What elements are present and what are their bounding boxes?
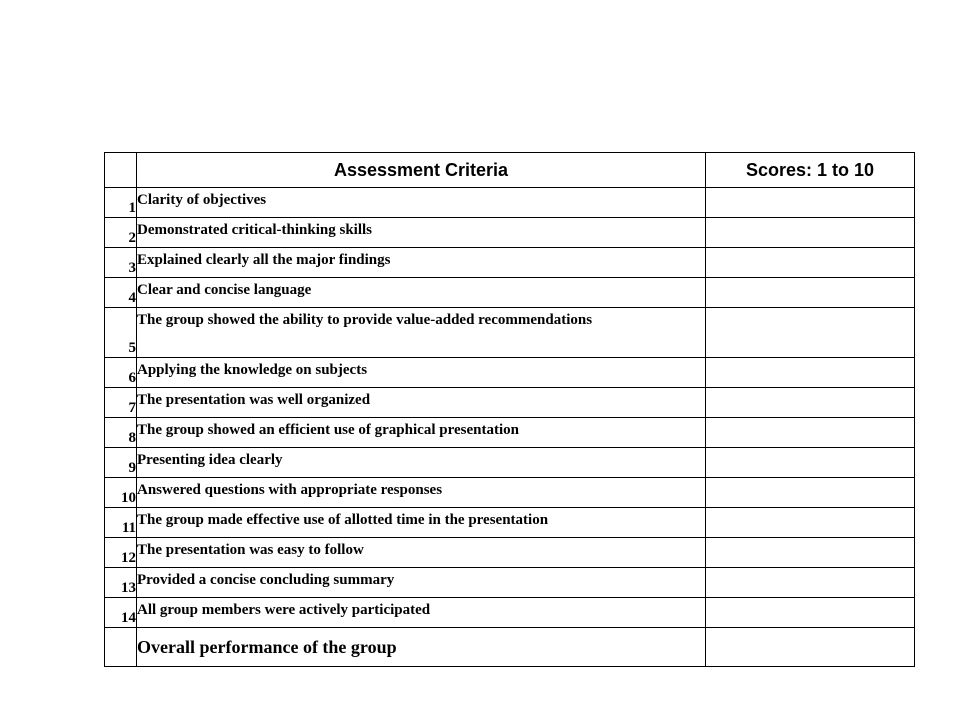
row-number: 8 (105, 418, 137, 448)
row-number: 7 (105, 388, 137, 418)
table-header-row (105, 153, 915, 188)
table-row (105, 508, 915, 538)
row-number (105, 628, 137, 667)
score-cell[interactable] (706, 218, 915, 248)
score-cell[interactable] (706, 508, 915, 538)
criterion-text: Provided a concise concluding summary (137, 568, 706, 598)
row-number: 14 (105, 598, 137, 628)
score-cell[interactable] (706, 188, 915, 218)
row-number: 3 (105, 248, 137, 278)
score-cell[interactable] (706, 248, 915, 278)
criterion-text: Clear and concise language (137, 278, 706, 308)
table-row (105, 188, 915, 218)
header-scores: Scores: 1 to 10 (706, 153, 915, 188)
criterion-text: Applying the knowledge on subjects (137, 358, 706, 388)
row-number: 6 (105, 358, 137, 388)
criterion-text: Answered questions with appropriate responses (137, 478, 706, 508)
table-row (105, 538, 915, 568)
criterion-text: The group showed an efficient use of graphical presentation (137, 418, 706, 448)
table-row (105, 418, 915, 448)
table-row (105, 278, 915, 308)
score-cell[interactable] (706, 598, 915, 628)
criterion-text: The presentation was easy to follow (137, 538, 706, 568)
criterion-text: Clarity of objectives (137, 188, 706, 218)
table-row (105, 478, 915, 508)
score-cell[interactable] (706, 308, 915, 358)
row-number: 11 (105, 508, 137, 538)
score-cell[interactable] (706, 448, 915, 478)
row-number: 10 (105, 478, 137, 508)
table-row (105, 448, 915, 478)
row-number: 5 (105, 308, 137, 358)
table-row (105, 308, 915, 358)
criterion-text: Presenting idea clearly (137, 448, 706, 478)
score-cell[interactable] (706, 418, 915, 448)
overall-score-cell[interactable] (706, 628, 915, 667)
criterion-text: The group showed the ability to provide value-added recommendations (137, 308, 706, 358)
criterion-text: All group members were actively participated (137, 598, 706, 628)
overall-performance-row (105, 628, 915, 667)
header-number-cell (105, 153, 137, 188)
score-cell[interactable] (706, 278, 915, 308)
criterion-text: Explained clearly all the major findings (137, 248, 706, 278)
criterion-text: The group made effective use of allotted time in the presentation (137, 508, 706, 538)
table-row (105, 358, 915, 388)
table-row (105, 598, 915, 628)
table-row (105, 568, 915, 598)
table-row (105, 248, 915, 278)
score-cell[interactable] (706, 478, 915, 508)
row-number: 9 (105, 448, 137, 478)
table-row (105, 388, 915, 418)
score-cell[interactable] (706, 538, 915, 568)
header-criteria: Assessment Criteria (137, 153, 706, 188)
table-row (105, 218, 915, 248)
assessment-table (104, 152, 915, 667)
row-number: 2 (105, 218, 137, 248)
overall-performance-label: Overall performance of the group (137, 628, 706, 667)
score-cell[interactable] (706, 358, 915, 388)
criterion-text: The presentation was well organized (137, 388, 706, 418)
criterion-text: Demonstrated critical-thinking skills (137, 218, 706, 248)
row-number: 1 (105, 188, 137, 218)
row-number: 13 (105, 568, 137, 598)
score-cell[interactable] (706, 568, 915, 598)
row-number: 12 (105, 538, 137, 568)
score-cell[interactable] (706, 388, 915, 418)
row-number: 4 (105, 278, 137, 308)
